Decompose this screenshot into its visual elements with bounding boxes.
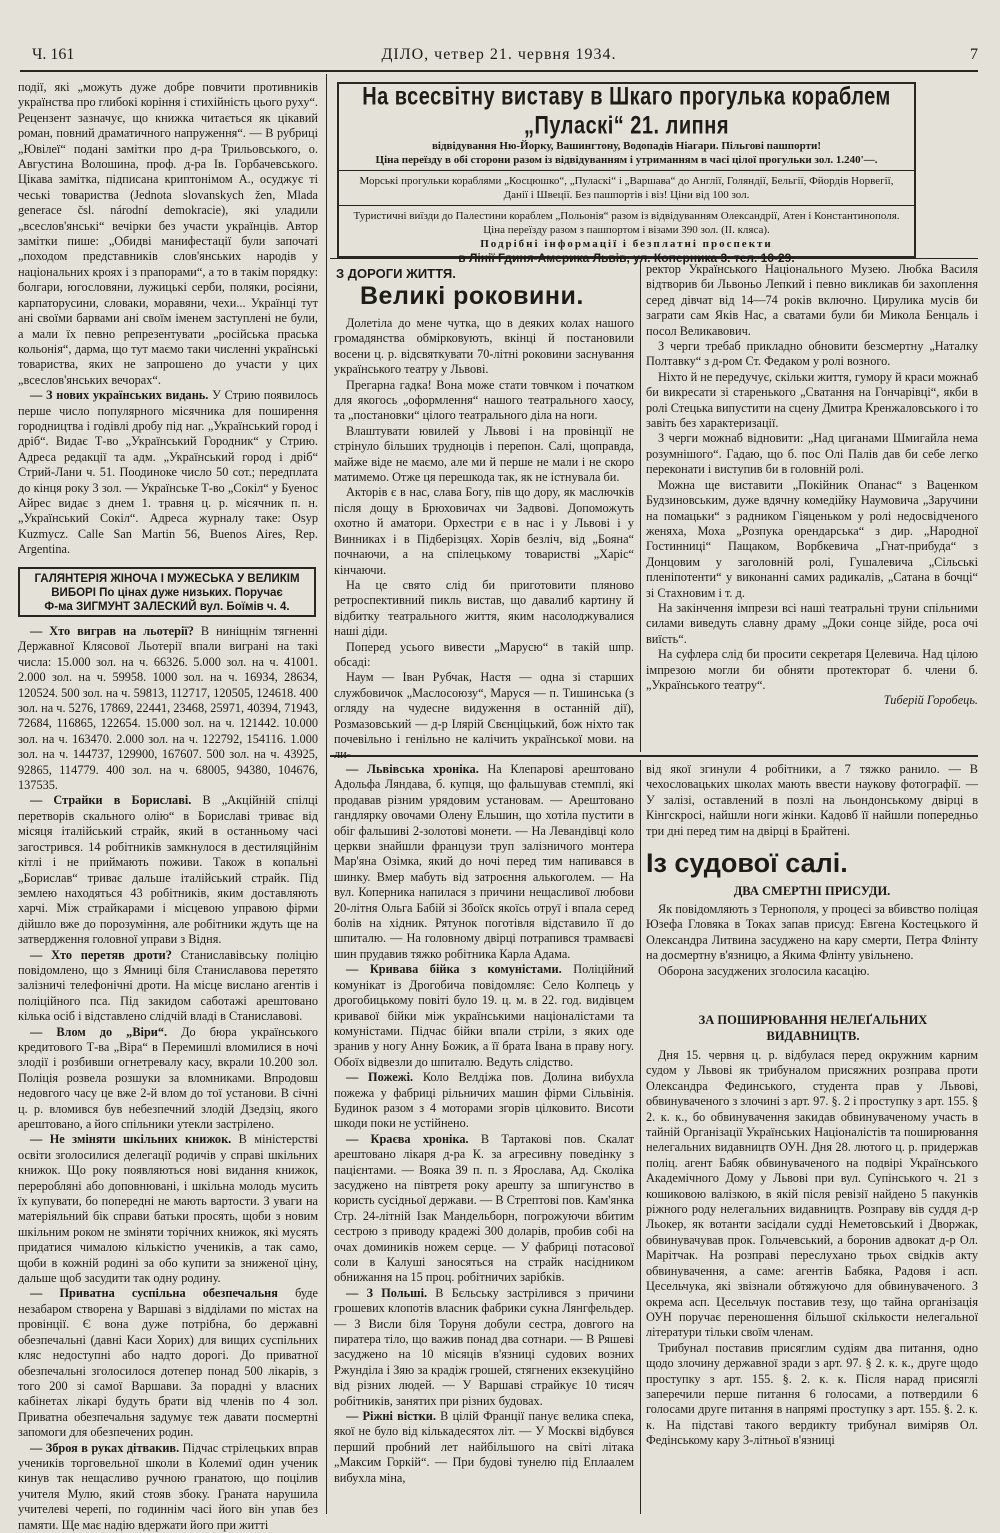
paragraph-title: — Влом до „Віри“. xyxy=(30,1024,168,1039)
ad-line: відвідування Ню-Йорку, Вашингтону, Водопадів Ніагари. Пільгові пашпорти! xyxy=(431,140,822,152)
paragraph-text: В цілій Франції панує велика спека, якої не було від кількадесятох літ. — У Москві відбувся перший пробний лет найбільшого на світі літака „Максим Горкій“. — При будові тунелю під Еплаалем вибухла міна, xyxy=(334,1409,634,1485)
paragraph: Оборона засуджених зголосила касацію. xyxy=(658,963,870,978)
paragraph-title: — Ріжні вістки. xyxy=(346,1409,436,1424)
paragraph-text: У Стрию появилось перше число популярного місячника для поширення городництва і годівлі дробу під наг. „Український город і дріб“. Видає Т-во „Український Городник“ у Стрию. Адреса редакції та адм. „Український город і дріб“ Стрий-Лани ч. 51. Поодиноке число 50 сот.; передплата до кінця року 3 зол. — Українське Т-во „Сокіл“ у Буенос Айрес видає з днем 1. травня ц. р. місячник п. н. „Український Сокіл“. Адреса журналу таке: Osyp Kuzmycz. Calle San Martin 56, Buenos Aires, Rep. Argentina. xyxy=(18,388,319,557)
paragraph: На закінчення імпрези всі наші театральні труни спільними силами виведуть славну драму „Доки сонце зійде, роса очі виїсть“. xyxy=(646,600,978,646)
paragraph xyxy=(334,762,634,962)
chronicle-column xyxy=(334,762,634,1514)
paragraph: Долетіла до мене чутка, що в деяких колах нашого громадянства обмірковують, вкінці й постановили восени ц. р. відсвяткувати 70-літні роковини заснування українського театру у Львові. xyxy=(334,316,634,377)
column-divider-lower xyxy=(640,760,641,1514)
author-signature: Тиберій Горобець. xyxy=(883,693,978,708)
paragraph-text: В ниніщнім тягненні Державної Клясової Льотерії впали виграні на такі числа: 15.000 зол. на ч. 66326. 5.000 зол. на ч. 41001. 2.000 зол. на ч. 59958. 1000 зол. на ч. 16934, 28634, 120524. 500 зол. на ч. 59813, 112717, 120505, 124618. 400 зол. на ч. 5276, 17869, 22441, 23468, 25971, 40394, 71943, 72684, 116865, 122654. 15.000 зол. на ч. 121442. 10.000 зол. на ч. 163470. 2.000 зол. на ч. 122792, 154116. 1.000 зол. на ч. 144737, 129900, 167607. 500 зол. на ч. 43925, 92865, 114779. 400 зол. на ч. 68005, 94380, 104676, 137535. xyxy=(18,624,318,793)
paragraph-title: — Страйки в Бориславі. xyxy=(30,793,192,808)
paragraph-title: — Львівська хроніка. xyxy=(346,762,479,776)
masthead: ДІЛО, четвер 21. червня 1934. xyxy=(381,46,617,63)
paragraph xyxy=(18,793,318,947)
paragraph xyxy=(18,1025,318,1133)
paragraph: З черги требаб прикладно обновити безсмертну „Наталку Полтавку“ з д-ром Ст. Федаком у ролі возного. xyxy=(646,339,978,369)
paragraph: Ніхто й не передучує, скільки життя, гумору й краси можнаб би викресати зі старенького „Сватання на Гончарівці“, якби в ролі Стецька випустити на сцену Дмитра Кренжаловського і то завіть без характеризації. xyxy=(646,369,978,431)
paragraph xyxy=(18,1132,318,1286)
article-column-2 xyxy=(646,262,978,752)
ad-title: На всесвітну виставу в Шкаго прогулька кораблем „Пуласкі“ 21. липня xyxy=(362,83,891,140)
column-divider-left xyxy=(326,74,327,1514)
paragraph xyxy=(334,1409,634,1486)
ad-separator xyxy=(339,205,914,206)
paragraph-title: — Хто перетяв дроти? xyxy=(30,947,172,962)
paragraph-title: — Не зміняти шкільних книжок. xyxy=(30,1132,232,1147)
paragraph: Як повідомляють з Тернополя, у процесі за вбивство поліцая Юзефа Гловяка в Токах запав присуд: Евгена Костецького й Олександра Литвина засуджено на кару смерти, Петра Флінту на досмертну в'язницю, а Якима Флінту увільнено. xyxy=(646,902,978,963)
paragraph-text: В міністерстві освіти зголосилися делегації родичів у справі шкільних книжок. Що року появляються нові видання книжок, переробляні або доповнювані, і шкільна молодь мусить їх купувати, бо попередні не мають вартости. З уваги на матеріяльний бік справи батьки просять, щоби з новим шкільним роком не зміняти торічних книжок, які мусять придатися чималою кількістю учеників, а так само, щоби в кожній родині за обо купити за зниженої ціну, дальше щоб засудити так одну родину. xyxy=(18,1132,318,1286)
paragraph: Можна ще виставити „Покійник Опанас“ з Ваценком Будзиновським, дуже вдячну комедійку Наумовича „Заручини на помацьки“ з радником Гіяценьком у ролі недосвідченого женяха, Моха „Розпука орендарська“ з дир. „Народної Гостинниці“ Пащаком, Ворбкевича „Гнат-прибуда“ з Донцовим у заголовній ролі, Гушалевича „Сільські пленіпотенти“ у виконанні самих радикалів, „Сатана в бочці“ зі Стахновим і т. д. xyxy=(646,477,978,600)
paragraph-title: — З нових українських видань. xyxy=(30,388,209,403)
paragraph-text: Підчас стрілецьких вправ учеників торговельної школи в Колемиї один ученик кинув так нещасливо ручною гранатою, що поцілив учителя Мулю, який стояв збоку. Граната нарушила учителеві черепі, по годиннім часі його він упав без памяти. Ще має надію вдержати його при житті xyxy=(18,1440,318,1532)
paragraph: Акторів є в нас, слава Богу, пів що дору, як маслючків після дощу в Брюховичах чи Задвові. Допоможуть охотно й аматори. Орхестри є в нас і у Львові і у Винниках і в Підберізцях. Хорів безліч, від „Бояна“ почнаючи, а на спілецькому товаристві „Харіс“ кінчаючи. xyxy=(334,485,634,577)
paragraph: Влаштувати ювилей у Львові і на провінції не стрінуло більших трудноців і перепон. Салі, щоправда, майже віде не маємо, але ми й перше не мали і не скоро матимемо. Отже ця перешкода так, як не істнувала би. xyxy=(334,423,634,485)
court-column-2 xyxy=(646,1048,978,1514)
paragraph-title: — Краєва хроніка. xyxy=(346,1131,469,1146)
article-column-1 xyxy=(334,316,634,762)
paragraph-text: Поліційний комунікат із Дрогобича повідомляє: Село Колпець у дрогобицькому повіті було 19. ц. м. в 22. год. видівцем кривавої бійки між українськими націоналістами та комуністами. Підчас бійки впали стріли, з яких оде зранив у ногу Анну Божик, а її брата Івана в праву ногу. Обоїх відвезли до шпиталю. Ведуть слідство. xyxy=(334,962,634,1069)
ad-line: в Лінії Гдиня-Америка Львів, ул. Коперника 3. тел. 10-29. xyxy=(458,251,795,265)
ad-line: Ціна переїзду в обі сторони разом із відвідуванням і утриманням в часі цілої прогульки зол. 1.240'—. xyxy=(375,154,878,166)
court-subtitle: ЗА ПОШИРЮВАННЯ НЕЛЕҐАЛЬНИХ ВИДАВНИЦТВ. xyxy=(698,1013,928,1043)
paragraph-title: — Кривава бійка з комуністами. xyxy=(346,962,562,977)
paragraph-text: На Клепарові арештовано Адольфа Ляндава, б. купця, що фальшував стемплі, які продавав різним урядовим установам. — Арештовано гандлярку овочами Олену Ельшин, що хотіла пустити в обіг фальшиві 2-золотові монети. — На Левандівці коло церкви знайшли французи труп залізничого монтера Мар'яна Озімка, який до ночі перед тим напивався в шинку. Вмер мабуть від затроєння алькоголем. — На вул. Коперника напилася з причини нещасливої любови 20-літня Ольга Бабій зі Збоїск якоїсь отруї і впала серед болів на хідник. Рятунок поготівля відставило її до шпиталю. — На головному двірці потрапився трамваєві шин прудавив тяжко робітника Карла Адама. xyxy=(334,762,635,961)
right-lower-column xyxy=(646,762,978,838)
paragraph: Прегарна гадка! Вона може стати товчком і початком для якогось „оформлення“ нашого театрального хаосу, та „постановки“ цілого театрального діла на ноги. xyxy=(334,377,634,423)
paragraph: Наум — Іван Рубчак, Настя — одна зі старших службовичок „Маслосоюзу“, Маруся — п. Тишинська (з огляду на чудесне видуження в останній дії), Розмазовський — д-р Ілярій Свєнціцький, бож ніхто так почевільно і генільно не калічить української мови. на ли- xyxy=(334,670,634,762)
advertisement-haberdashery xyxy=(18,567,316,617)
paragraph-title: — З Польші. xyxy=(346,1285,428,1300)
header-rule xyxy=(20,70,978,72)
paragraph-text: буде незабаром створена у Варшаві з відділами по містах на провінції. Є вона дуже потрібна, бо державні обезпечальні (давні Каси Хорих) для вищих суспільних кляс недоступні або надто дорогі. До приватної обезпечальні зголосилося дотепер понад 500 лікарів, з того 200 зі самої Варшави. За порадні у власних кабінетах лікарі будуть брати від членів по 4 зол. Приватна обезпечальня задумує теж давати посмертні запомоги для обезпечених родин. xyxy=(18,1286,318,1440)
paragraph xyxy=(18,1441,318,1533)
ad-line: ГАЛЯНТЕРІЯ ЖІНОЧА І МУЖЕСЬКА У ВЕЛИКІМ ВИБОРІ По цінах дуже низьких. Поручає xyxy=(34,573,300,599)
paragraph: Поперед усього вивести „Марусю“ в такій шпр. обсаді: xyxy=(334,639,634,669)
court-subtitle: ДВА СМЕРТНІ ПРИСУДИ. xyxy=(733,884,891,898)
court-column-1 xyxy=(646,902,978,1006)
paragraph: від якої згинули 4 робітники, а 7 тяжко ранило. — В чехословацьких школах мають ввести наукову фотографії. — У залізі, оставлений в позлі на льондонському двірці в Кінгскросі, найшли ноги жінки. Кадовб її найшли попередньо три дні перед тим на двірці в Брайтені. xyxy=(646,762,978,838)
ad-line: Туристичні виїзди до Палестини кораблем „Польонія“ разом із відвідуванням Олександрії, Атен і Константинополя. Ціна переїзду разом з пашпортом і візами 390 зол. (II. кляса). xyxy=(353,210,900,236)
paragraph: події, які „можуть дуже добре повчити противників українства про глибокі коріння і стихійність цього руху“. Рецензент зазначує, що книжка читається як цікавий роман, повний драматичного напруження“. — В рубриці „Ювілеї“ подані замітки про д-ра Трильовського, о. Августина Волошина, проф. д-ра Ів. Горбачевського. Цікава замітка, підписана криптонімом А., осуджує ті чеські товариства (Jednota slovanskych žen, Mlada generace čsl. národní demokracie), які уладили „всеслов'янські“ вечірки без участи українців. Автор замітки пише: „Обидві манифестації були започаті „походом представників слов'янських народів у національних кроях і з прапорами“, а то в такім порядку: болгари, югословяни, лужицькі серби, поляки, росіяни, карпаторусини, словаки, моравяни, чехи... Українці тут ані своїми барвами ані своїм іменем заступлені не були, а мали їх певно репрезентувати „російська праська кольонія“, дарма, що тут маємо таки численні українські товариства, яких не запрошено до участи у цих „всеслов'янських вечорах“. xyxy=(18,80,319,387)
page-number-left: Ч. 161 xyxy=(32,46,75,63)
paragraph-text: Коло Велдіжа пов. Долина вибухла пожежа у фабриці рільничих машин фірми Сільвінія. Будинок разом з 4 моторами згорів цілковито. Висоти шкоди поки не устійнено. xyxy=(334,1070,634,1131)
paragraph xyxy=(334,962,634,1070)
court-section-title: Із судової салі. xyxy=(646,848,848,878)
paragraph-text: В „Акційній спілці перетворів скального олію“ в Бориславі триває від місяця італійський страйк, який в останньому часі загострився. 14 робітників замкнулося в дестиляційнім кітлі і не приймають поживи. Також в копальні „Борислав“ триває дальше італійський страйк. Під землею находяться 43 робітників, яким доставляють харчі. Між страйкарами і місцевою управою фірми дійшло вже до порозуміння, але робітники ждуть ще на затвердження головної управи з Відня. xyxy=(18,793,318,947)
paragraph xyxy=(18,388,318,557)
left-column xyxy=(18,80,318,563)
advertisement-gdynia-america xyxy=(337,82,916,265)
page-number-right: 7 xyxy=(970,46,978,63)
paragraph xyxy=(18,1286,318,1440)
paragraph xyxy=(334,1286,634,1409)
paragraph: На суфлера слід би просити секретаря Целевича. Над цілою імпрезою могли би обняти протекторат б. члени б. „Українського театру“. xyxy=(646,647,978,692)
paragraph: На це свято слід би приготовити пляново ретроспективний пикль вистав, що давалиб картину й відбитку театрального життя, яким насолоджувалися наші діди. xyxy=(334,577,634,639)
paragraph-title: — Зброя в руках дітвакив. xyxy=(30,1440,180,1455)
ad-line: Ф-ма ЗИГМУНТ ЗАЛЕСКИЙ вул. Боїмів ч. 4. xyxy=(44,601,290,613)
ad-line: Подрібні інформації і безплатні проспекти xyxy=(480,238,773,250)
column-divider-middle xyxy=(640,262,641,752)
page-header xyxy=(20,46,978,68)
paragraph-title: — Хто виграв на льотерії? xyxy=(30,624,194,638)
left-column-lower xyxy=(18,624,319,1532)
paragraph: З черги можнаб відновити: „Над циганами Шмигайла нема розумнішого“. Гадаю, що б. пос Олі Палів дав би себе легко переконати і виступив би в головній ролі. xyxy=(646,431,978,477)
paragraph: Дня 15. червня ц. р. відбулася перед окружним карним судом у Львові як трибуналом присяжних розправа проти Олександра Фединського, студента прав у Львові, обвинуваченого з злочині з арт. 97. §. 2 і проступку з арт. 155. § 2. к. к., бо обвинувачення закидав обвинуваченому участь в тайній Організації Українських Націоналістів та поширювання нелегальних видавництв ОУН. Дня 28. лютого ц. р. придержав поліц. агент Бабяк обвинуваченого на подвірі Українського Академічного Дому у Львові при вул. Супінського ч. 21 з кошиковою валізкою, в якій після ревізії найдено 5 пакунків ріжного роду нелегальних видавництв. Розправу вів суддя д-р Льокер, як вотанти засідали судді Неметовський і Дворжак, обвинувачував прок. Гольчевський, а боронив адвокат д-р Ол. Марітчак. На розправі переслухано трьох свідків акту обвинувачення, а саме: агентів Бабяка, Радовя і асп. Цесельчука, які звізнали обтяжуючо для обвинуваченого. З окрема асп. Цесельчук поставив тезу, що тайна організація ОУН поручає переношення більшої скількости нелегальної літератури тільки своїм членам. xyxy=(646,1048,978,1340)
ad-separator xyxy=(339,170,914,171)
article-rubric: З ДОРОГИ ЖИТТЯ. xyxy=(336,266,456,281)
paragraph xyxy=(18,624,318,793)
ad-line: Морські прогульки кораблями „Косцюшко“, „Пуласкі“ і „Варшава“ до Англії, Голяндії, Бельгії, Фйордів Норвегії, Данії і Швеції. Без пашпортів і віз! Ціни від 100 зол. xyxy=(359,175,894,201)
paragraph xyxy=(334,1070,634,1132)
paragraph: ректор Українського Національного Музею. Любка Василя відтворив би Львоньо Лепкий і певно викликав би захоплення серед дівчат від 14—74 років включно. Цирулика мусів би заграти сам Яків Нас, а сватами були би Микола Бенцаль і посол Великавович. xyxy=(646,262,978,338)
paragraph-title: — Приватна суспільна обезпечальня xyxy=(30,1286,278,1301)
paragraph-text: До бюра українського кредитового Т-ва „Віра“ в Перемишлі вломилися в ночі злодії і розбивши огнетревалу касу, вкрали 10.200 зол. Поліція розвела розшуки за вломниками. Впродовш недовгого часу це вже 2-й влом до тої установи. В січні ц. р. вломився був небезпечний злодій Дзедзіц, якого арештовано, а його спільники утекли застрілено. xyxy=(18,1024,318,1131)
paragraph-text: В Тартакові пов. Скалат арештовано лікаря д-ра К. за агресивну поведінку з пацієнтами. — Вояка 39 п. п. з Ярослава, Ад. Сколіка засуджено на півтретя року арешту за шпигунство в користь сусідньої держави. — В Стрептові пов. Кам'янка Стр. 24-літній Ізак Мандельборн, погрожуючи вбитим сестрою з приводу крадежі 300 доларів, пробив собі на очах домиників ножем серце. — У фабриці потасової соли в Калуші заносяться на страйк насідником обнижання на 15 проц. робітничих зарібків. xyxy=(334,1131,635,1285)
paragraph: Трибунал поставив присяглим судіям два питання, одно щодо злочину державної зради з арт. 97. § 2. к. к., друге щодо проступку з арт. 155. §. 2. к. к. Після нарад присяглі заперечили перше питання 6 голосами, а потвердили 6 голосами друге питання в напрямі проступку з арт. 155. §. 2. к. к. На підставі такого вердикту трибунал виміряв Ол. Федінському кару 3-літньої в'язниці xyxy=(646,1340,978,1448)
paragraph-text: В Бєльську застрілився з причини грошевих клопотів власник фабрики сукна Лянгфельдер. — З Висли біля Торуня добули сестра, довгого на пиратера тіло, що важив понад два сотнари. — В Ряшеві засуджено на 10 місяців в'язниці судових возних Ржунділа і Зяю за крадіж грошей, стягнених екзекуційно від різних людей. — У Варшаві страйкує 10 тисяч робітників, занятих при різних будовах. xyxy=(334,1285,635,1408)
paragraph-text: Станиславівську поліцію повідомлено, що з Ямниці біля Станиславова перетято залізничі телефонічні дроти. На місце вислано агентів і поліційного пса. Під закидом саботажі арештовано кілька осіб і відставлено слідчій владі в Станиславові. xyxy=(18,947,319,1024)
article-title: Великі роковини. xyxy=(360,282,584,310)
paragraph xyxy=(334,1132,634,1286)
paragraph-title: — Пожежі. xyxy=(346,1070,414,1085)
paragraph xyxy=(18,948,318,1025)
